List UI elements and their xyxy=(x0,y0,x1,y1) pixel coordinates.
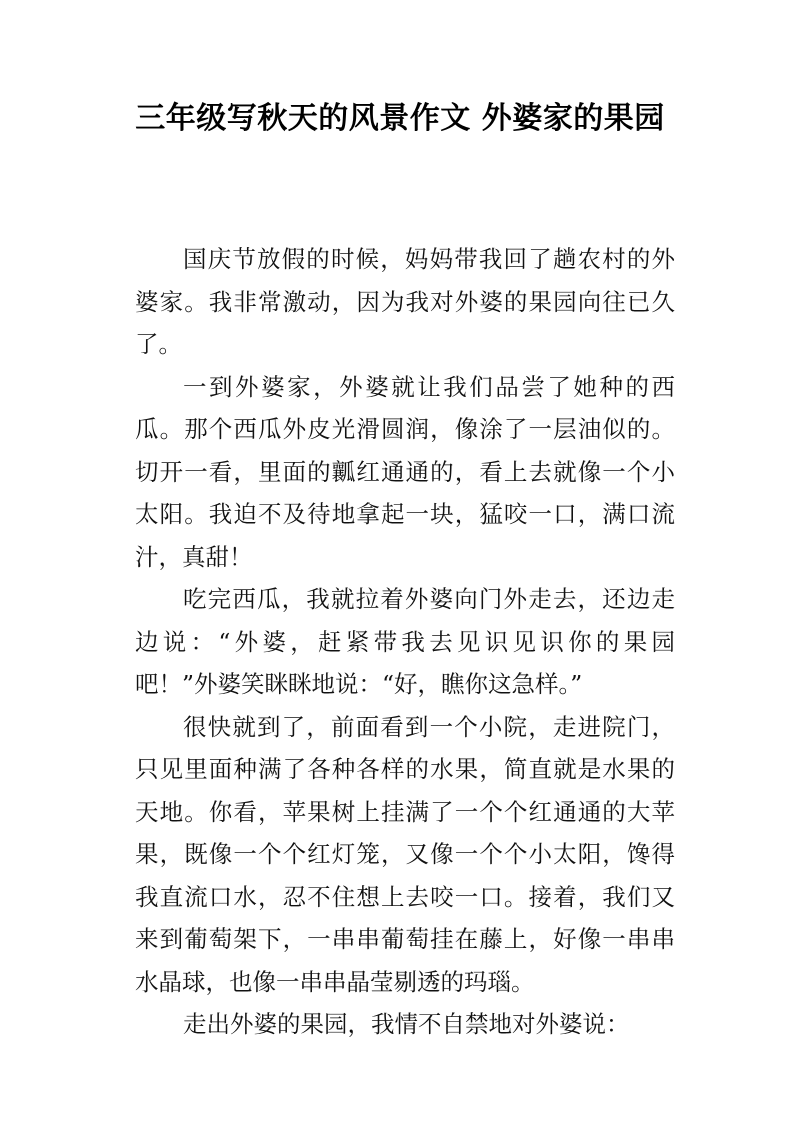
document-body xyxy=(135,238,675,1046)
document-title: 三年级写秋天的风景作文 外婆家的果园 xyxy=(135,101,665,136)
paragraph-1: 国庆节放假的时候，妈妈带我回了趟农村的外婆家。我非常激动，因为我对外婆的果园向往已久了。 xyxy=(135,245,675,358)
paragraph-3: 吃完西瓜，我就拉着外婆向门外走去，还边走边说：“外婆，赶紧带我去见识见识你的果园吧！”外婆笑眯眯地说：“好，瞧你这急样。” xyxy=(135,585,675,698)
paragraph-5: 走出外婆的果园，我情不自禁地对外婆说： xyxy=(183,1010,630,1038)
paragraph-4: 很快就到了，前面看到一个小院，走进院门，只见里面种满了各种各样的水果，简直就是水果的天地。你看，苹果树上挂满了一个个红通通的大苹果，既像一个个红灯笼，又像一个个小太阳，馋得我直流口水，忍不住想上去咬一口。接着，我们又来到葡萄架下，一串串葡萄挂在藤上，好像一串串水晶球，也像一串串晶莹剔透的玛瑙。 xyxy=(135,712,675,996)
paragraph-2: 一到外婆家，外婆就让我们品尝了她种的西瓜。那个西瓜外皮光滑圆润，像涂了一层油似的。切开一看，里面的瓤红通通的，看上去就像一个小太阳。我迫不及待地拿起一块，猛咬一口，满口流汁，真甜！ xyxy=(135,372,675,571)
